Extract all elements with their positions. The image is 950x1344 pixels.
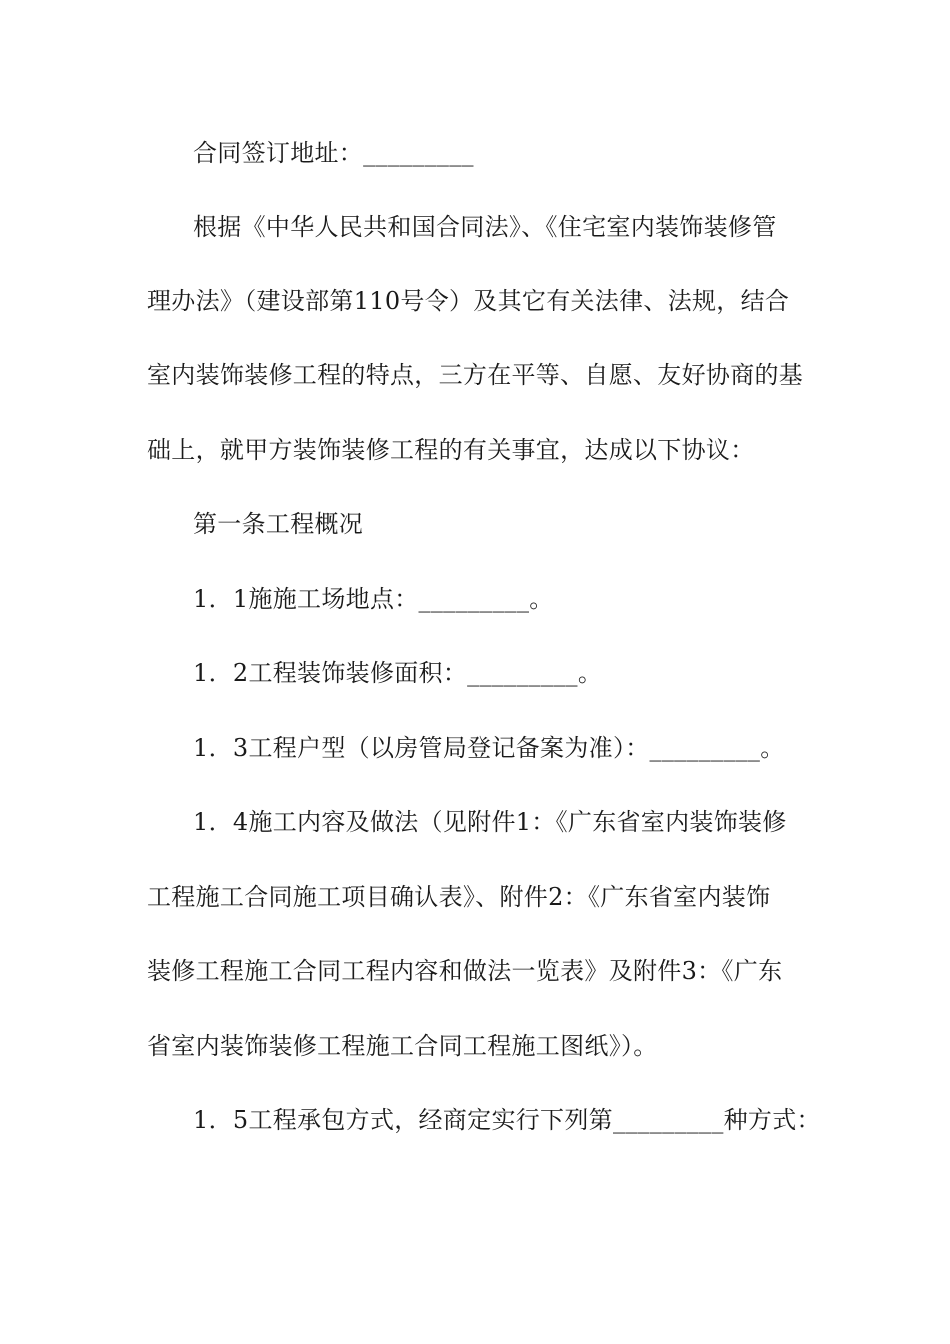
clause-1-4-line-4: 省室内装饰装修工程施工合同工程施工图纸》）。 bbox=[147, 1032, 658, 1060]
clause-1-2: 1．2工程装饰装修面积：_________。 bbox=[193, 659, 603, 687]
preamble-line-3: 室内装饰装修工程的特点，三方在平等、自愿、友好协商的基 bbox=[147, 361, 804, 389]
contract-address-line: 合同签订地址：_________ bbox=[193, 139, 474, 167]
clause-1-4-line-1: 1．4施工内容及做法（见附件1：《广东省室内装饰装修 bbox=[193, 808, 787, 836]
preamble-line-4: 础上，就甲方装饰装修工程的有关事宜，达成以下协议： bbox=[147, 436, 755, 464]
preamble-line-2: 理办法》（建设部第110号令）及其它有关法律、法规，结合 bbox=[147, 287, 790, 315]
clause-1-1: 1．1施施工场地点：_________。 bbox=[193, 585, 554, 613]
clause-1-3: 1．3工程户型（以房管局登记备案为准）：_________。 bbox=[193, 734, 785, 762]
clause-1-4-line-2: 工程施工合同施工项目确认表》、附件2：《广东省室内装饰 bbox=[147, 883, 771, 911]
clause-1-4-line-3: 装修工程施工合同工程内容和做法一览表》及附件3：《广东 bbox=[147, 957, 783, 985]
preamble-line-1: 根据《中华人民共和国合同法》、《住宅室内装饰装修管 bbox=[193, 213, 777, 241]
article-1-heading: 第一条工程概况 bbox=[193, 510, 364, 538]
clause-1-5: 1．5工程承包方式，经商定实行下列第_________种方式： bbox=[193, 1106, 821, 1134]
